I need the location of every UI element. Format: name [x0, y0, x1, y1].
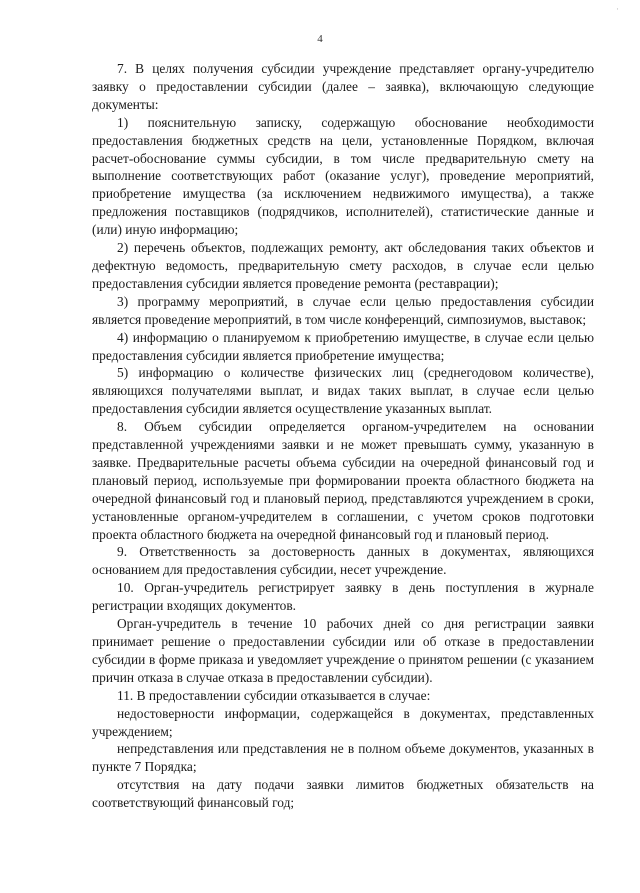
paragraph-7-item-5: 5) информацию о количестве физических лиц (среднегодовом количестве), являющихся получателями выплат, и видах таких выплат, в случае если целью предоставления субсидии является осуществление указанных выплат. — [92, 365, 594, 417]
paragraph-7-item-3: 3) программу мероприятий, в случае если целью предоставления субсидии является проведение мероприятий, в том числе конференций, симпозиумов, выставок; — [92, 293, 594, 327]
paragraph-11-reason-2: непредставления или представления не в полном объеме документов, указанных в пункте 7 Порядка; — [92, 741, 594, 775]
page-number: 4 — [317, 33, 323, 45]
paragraph-7-item-4: 4) информацию о планируемом к приобретению имуществе, в случае если целью предоставления субсидии является приобретение имущества; — [92, 329, 594, 363]
paragraph-11: 11. В предоставлении субсидии отказывается в случае: — [117, 687, 431, 703]
paragraph-7: 7. В целях получения субсидии учреждение представляет органу-учредителю заявку о предоставлении субсидии (далее – заявка), включающую следующие документы: — [92, 61, 594, 112]
paragraph-10-continued: Орган-учредитель в течение 10 рабочих дней со дня регистрации заявки принимает решение о предоставлении субсидии или об отказе в предоставлении субсидии в форме приказа и уведомляет учреждение о принятом решении (с указанием причин отказа в случае отказа в предоставлении субсидии). — [92, 616, 594, 685]
scan-artifact: · — [616, 4, 619, 14]
paragraph-9: 9. Ответственность за достоверность данных в документах, являющихся основанием для предоставления субсидии, несет учреждение. — [92, 544, 594, 578]
paragraph-7-item-1: 1) пояснительную записку, содержащую обоснование необходимости предоставления бюджетных средств на цели, установленные Порядком, включая расчет-обоснование суммы субсидии, в том числе предварительную смету на выполнение соответствующих работ (оказание услуг), проведение мероприятий, приобретение имущества (за исключением недвижимого имущества), а также предложения поставщиков (подрядчиков, исполнителей), статистические данные и (или) иную информацию; — [92, 114, 594, 238]
paragraph-11-reason-3: отсутствия на дату подачи заявки лимитов бюджетных обязательств на соответствующий финансовый год; — [92, 777, 594, 811]
paragraph-7-item-2: 2) перечень объектов, подлежащих ремонту, акт обследования таких объектов и дефектную ведомость, предварительную смету расходов, в случае если целью предоставления субсидии является проведение ремонта (реставрации); — [92, 240, 594, 291]
paragraph-10: 10. Орган-учредитель регистрирует заявку в день поступления в журнале регистрации входящих документов. — [92, 580, 594, 614]
paragraph-11-reason-1: недостоверности информации, содержащейся в документах, представленных учреждением; — [92, 705, 594, 739]
paragraph-8: 8. Объем субсидии определяется органом-учредителем на основании представленной учреждениями заявки и не может превышать сумму, указанную в заявке. Предварительные расчеты объема субсидии на очередной финансовый год и плановый период, используемые при формировании проекта областного бюджета на очередной финансовый год и плановый период, представляются учреждением в сроки, установленные органом-учредителем в соглашении, с учетом сроков подготовки проекта областного бюджета на очередной финансовый год и плановый период. — [92, 419, 594, 542]
document-body — [92, 60, 594, 812]
